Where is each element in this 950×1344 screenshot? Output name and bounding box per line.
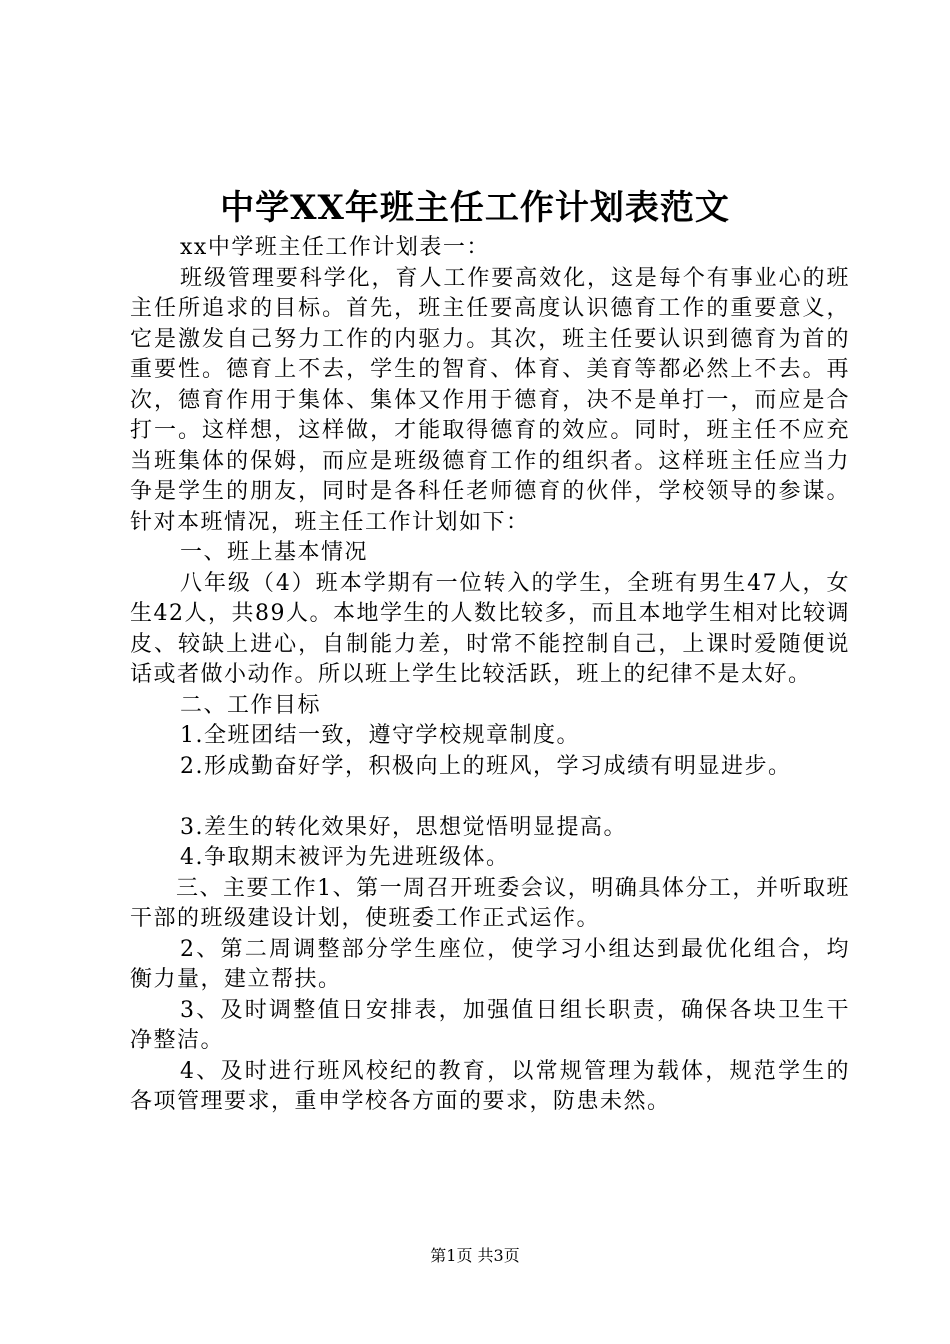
work-item-2: 2、第二周调整部分学生座位，使学习小组达到最优化组合，均衡力量，建立帮扶。 — [130, 936, 850, 992]
goal-item-4: 4.争取期末被评为先进班级体。 — [180, 845, 510, 870]
goal-item-2: 2.形成勤奋好学，积极向上的班风，学习成绩有明显进步。 — [180, 753, 792, 779]
goal-item-3: 3.差生的转化效果好，思想觉悟明显提高。 — [180, 814, 627, 840]
section-heading-goals: 二、工作目标 — [180, 692, 322, 718]
page-footer: 第1页 共3页 — [430, 1246, 520, 1265]
work-item-4: 4、及时进行班风校纪的教育，以常规管理为载体，规范学生的各项管理要求，重申学校各方面的要求，防患未然。 — [130, 1058, 850, 1114]
paragraph-overview: 班级管理要科学化，育人工作要高效化，这是每个有事业心的班主任所追求的目标。首先，班主任要高度认识德育工作的重要意义，它是激发自己努力工作的内驱力。其次，班主任要认识到德育为首的重要性。德育上不去，学生的智育、体育、美育等都必然上不去。再次，德育作用于集体、集体又作用于德育，决不是单打一，而应是合打一。这样想，这样做，才能取得德育的效应。同时，班主任不应充当班集体的保姆，而应是班级德育工作的组织者。这样班主任应当力争是学生的朋友，同时是各科任老师德育的伙伴，学校领导的参谋。针对本班情况，班主任工作计划如下： — [130, 265, 850, 535]
goal-item-1: 1.全班团结一致，遵守学校规章制度。 — [180, 723, 580, 748]
section-heading-main-work: 三、主要工作1、第一周召开班委会议，明确具体分工，并听取班干部的班级建设计划，使班委工作正式运作。 — [130, 875, 850, 931]
document-title: 中学XX年班主任工作计划表范文 — [220, 188, 730, 228]
section-heading-basic-situation: 一、班上基本情况 — [180, 540, 369, 565]
document-body — [130, 233, 850, 1118]
work-item-3: 3、及时调整值日安排表，加强值日组长职责，确保各块卫生干净整洁。 — [130, 997, 850, 1053]
paragraph-basic-situation: 八年级（4）班本学期有一位转入的学生，全班有男生47人，女生42人，共89人。本地学生的人数比较多，而且本地学生相对比较调皮、较缺上进心，自制能力差，时常不能控制自己，上课时爱随便说话或者做小动作。所以班上学生比较活跃，班上的纪律不是太好。 — [130, 570, 850, 687]
blank-line — [130, 782, 850, 813]
paragraph-intro: xx中学班主任工作计划表一： — [180, 235, 490, 260]
